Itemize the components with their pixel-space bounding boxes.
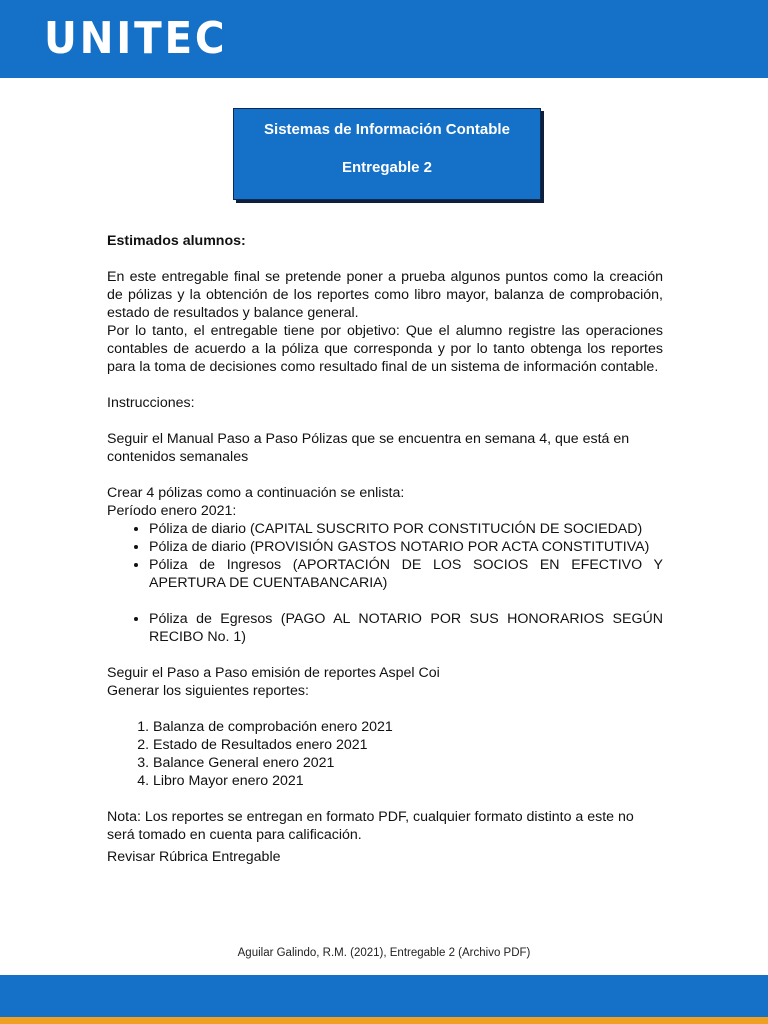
footer-citation: Aguilar Galindo, R.M. (2021), Entregable 2 (Archivo PDF) (237, 947, 531, 959)
reports-intro-text: Generar los siguientes reportes: (107, 683, 309, 699)
footer-bar (0, 975, 768, 1017)
objective-paragraph: Por lo tanto, el entregable tiene por objetivo: Que el alumno registre las operaciones contables de acuerdo a la póliza que corresponda y por lo tanto obtenga los reportes para la toma de decisiones como resultado final de un sistema de información contable. (107, 323, 663, 375)
document-body (107, 232, 663, 866)
deliverable-title: Entregable 2 (341, 159, 433, 176)
course-title: Sistemas de Información Contable (264, 121, 510, 138)
list-item: • Póliza de diario (PROVISIÓN GASTOS NOTARIO POR ACTA CONSTITUTIVA) (149, 538, 663, 556)
intro-paragraph: En este entregable final se pretende poner a prueba algunos puntos como la creación de pólizas y la obtención de los reportes como libro mayor, balanza de comprobación, estado de resultados y balance general. (107, 269, 663, 321)
unitec-logo: UNITEC (44, 13, 228, 64)
manual-instruction: Seguir el Manual Paso a Paso Pólizas que se encuentra en semana 4, que está en contenidos semanales (107, 431, 630, 465)
list-item: • Póliza de Ingresos (APORTACIÓN DE LOS SOCIOS EN EFECTIVO Y APERTURA DE CUENTABANCARIA) (149, 556, 663, 592)
footer-accent-stripe (0, 1017, 768, 1024)
report-list (107, 718, 663, 790)
header-bar (0, 0, 768, 78)
note-text: Nota: Los reportes se entregan en formato PDF, cualquier formato distinto a este no será tomado en cuenta para calificación. (107, 809, 634, 843)
list-item: 1. Balanza de comprobación enero 2021 (153, 718, 663, 736)
list-item: 4. Libro Mayor enero 2021 (153, 772, 663, 790)
title-box (233, 108, 541, 200)
list-item: • Póliza de Egresos (PAGO AL NOTARIO POR SUS HONORARIOS SEGÚN RECIBO No. 1) (149, 610, 663, 646)
reports-step-text: Seguir el Paso a Paso emisión de reportes Aspel Coi (107, 665, 440, 681)
instructions-label: Instrucciones: (107, 395, 195, 411)
list-item: 2. Estado de Resultados enero 2021 (153, 736, 663, 754)
greeting: Estimados alumnos: (107, 233, 246, 249)
rubric-text: Revisar Rúbrica Entregable (107, 849, 281, 865)
create-policies-text: Crear 4 pólizas como a continuación se enlista: (107, 485, 405, 501)
list-item: • Póliza de diario (CAPITAL SUSCRITO POR CONSTITUCIÓN DE SOCIEDAD) (149, 520, 663, 538)
period-text: Período enero 2021: (107, 503, 237, 519)
policy-list (107, 520, 663, 646)
list-item: 3. Balance General enero 2021 (153, 754, 663, 772)
